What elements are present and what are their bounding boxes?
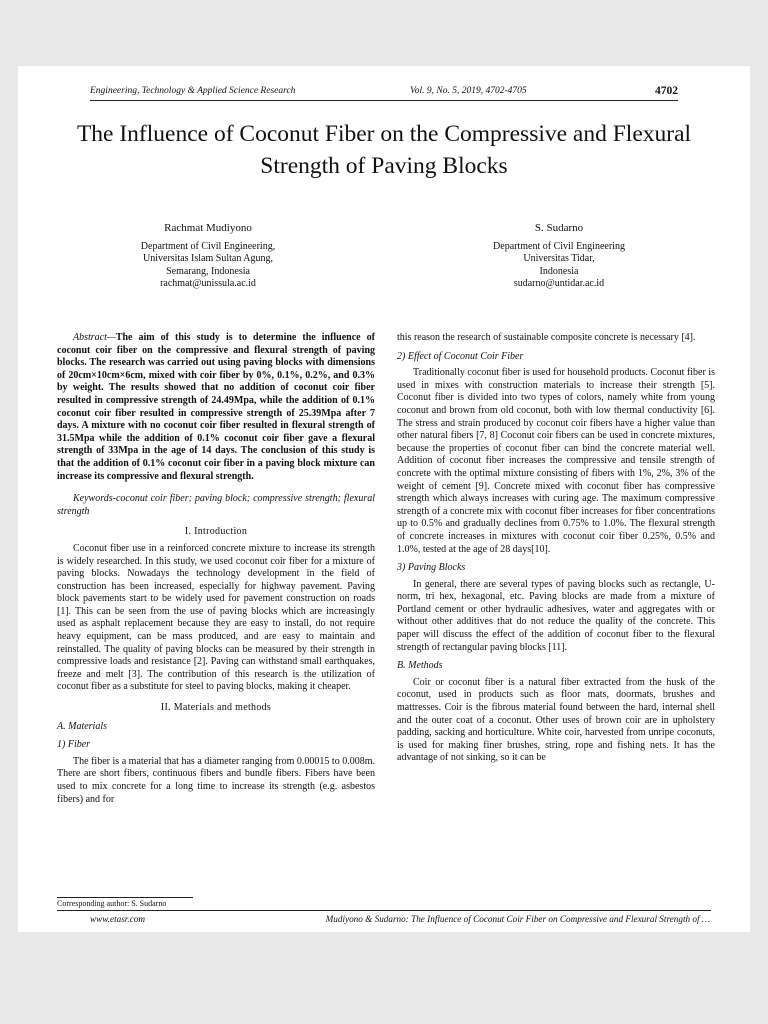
subsection-heading-fiber: 1) Fiber xyxy=(57,739,91,751)
footer-citation: Mudiyono & Sudarno: The Influence of Coconut Coir Fiber on Compressive and Flexural Strength of … xyxy=(325,914,710,924)
fiber-paragraph: The fiber is a material that has a diameter ranging from 0.00015 to 0.008m. There are short fibers, continuous fibers and bundle fibers. Fibers have been used to mix concrete for a long time to increase its strength (e.g. asbestos fibers) and for xyxy=(57,755,375,805)
subsection-heading-materials: A. Materials xyxy=(57,720,107,732)
right-column xyxy=(397,332,715,765)
subsection-heading-effect: 2) Effect of Coconut Coir Fiber xyxy=(397,350,524,362)
abstract-text: The aim of this study is to determine the influence of coconut coir fiber on the compressive and flexural strength of paving blocks. The research was carried out using paving blocks with dimensions of 20cm×10cm×6cm, mixed with coir fiber by 0%, 0.1%, 0.2%, and 0.3% by weight. The results showed that no addition of coconut coir fiber resulted in compressive strength of 24.49Mpa, while the addition of 0.1% coconut coir fiber resulted in compressive strength of 25.39Mpa after 7 days. A mixture with no coconut coir fiber resulted in flexural strength of 31.5Mpa while the addition of 0.1% coconut coir fiber gave a flexural strength of 33Mpa in the age of 14 days. The conclusion of this study is that the addition of 0.1% coconut coir fiber in a paving block mixture can increase its compressive and flexural strength. xyxy=(57,332,375,482)
author-name: Rachmat Mudiyono xyxy=(164,222,252,234)
paper-title: The Influence of Coconut Fiber on the Compressive and Flexural Strength of Paving Blocks xyxy=(76,121,692,179)
abstract-label: Abstract— xyxy=(73,332,116,343)
author-dept: Department of Civil Engineering, xyxy=(140,240,276,252)
journal-url[interactable]: www.etasr.com xyxy=(90,914,145,924)
author-email: rachmat@unissula.ac.id xyxy=(160,278,256,290)
author-dept: Department of Civil Engineering xyxy=(493,240,625,252)
footnote-rule xyxy=(57,897,193,898)
abstract xyxy=(57,332,375,483)
section-heading-introduction: I. Introduction xyxy=(184,526,248,538)
author-block-2 xyxy=(444,222,674,291)
corresponding-author-note: Corresponding author: S. Sudarno xyxy=(57,899,167,908)
fiber-paragraph-continued: this reason the research of sustainable composite concrete is necessary [4]. xyxy=(397,332,696,343)
author-univ: Universitas Islam Sultan Agung, xyxy=(143,253,273,265)
effect-paragraph: Traditionally coconut fiber is used for household products. Coconut fiber is used in mixes with construction materials to increase their strength [5]. Coconut fiber is divided into two types of colors, namely white from young coconut and brown from old coconut, both with low thermal conductivity [6]. The stress and strain produced by coconut coir fibers have a higher value than other natural fibers [7, 8] Coconut coir fibers can be used in concrete mixtures, because the properties of coconut fiber can bind the concrete material well. Addition of coconut fiber increases the compressive and tensile strength of concrete with the optimal mixture consisting of fibers with 1%, 2%, 3% of the weight of cement [9]. Concrete mixed with coconut fiber has compressive strength which always increases with curing age. The maximum compressive strength of a concrete mix with coconut fiber increases for fiber concentrations up to 0.5% and gradually declines from 0.75% to 1.0%. The flexural strength of concrete increases in mixtures with coconut coir fiber 0.25%, 0.5% and 1.0%, tested at the age of 28 days[10]. xyxy=(397,367,715,555)
volume-info: Vol. 9, No. 5, 2019, 4702-4705 xyxy=(410,86,527,96)
author-email: sudarno@untidar.ac.id xyxy=(513,278,605,290)
introduction-paragraph: Coconut fiber use in a reinforced concrete mixture to increase its strength is widely researched. In this study, we used coconut coir fiber for a mixture of paving blocks. Nowadays the technology development in the field of construction has been increased, especially for highway pavement. Paving block pavements start to be widely used for pavement construction on roads [1]. This can be seen from the use of paving blocks which are increasingly used as asphalt replacement because they are easy to install, do not require heavy equipment, can be mass produced, and are easy to maintain and reinstalled. The quality of paving blocks can be measured by their strength in compressive loads and resistance [2]. Paving can withstand small earthquakes, freeze and melt [3]. The contribution of this research is the utilization of coconut fiber as a substitute for steel to paving blocks, making it cheaper. xyxy=(57,542,375,693)
subsection-heading-paving: 3) Paving Blocks xyxy=(397,562,466,574)
page-number: 4702 xyxy=(655,85,678,97)
header-rule xyxy=(90,100,678,101)
author-name: S. Sudarno xyxy=(534,222,584,234)
footer-rule xyxy=(57,910,711,911)
left-column xyxy=(57,332,375,806)
journal-name: Engineering, Technology & Applied Science Research xyxy=(90,86,296,96)
author-city: Semarang, Indonesia xyxy=(166,265,250,277)
author-univ: Universitas Tidar, xyxy=(523,253,595,265)
author-block-1 xyxy=(93,222,323,291)
author-city: Indonesia xyxy=(539,265,579,277)
keywords: Keywords-coconut coir fiber; paving block; compressive strength; flexural strength xyxy=(57,493,375,517)
methods-paragraph: Coir or coconut fiber is a natural fiber extracted from the husk of the coconut, used in products such as floor mats, doormats, brushes and mattresses. Coir is the fibrous material found between the hard, internal shell and the outer coat of a coconut. Other uses of brown coir are in upholstery padding, sacking and horticulture. White coir, harvested from unripe coconuts, is used for making finer brushes, string, rope and fishing nets. It has the advantage of not sinking, so it can be xyxy=(397,676,715,764)
subsection-heading-methods: B. Methods xyxy=(397,660,443,672)
section-heading-methods: II. Materials and methods xyxy=(160,702,272,714)
paving-paragraph: In general, there are several types of paving blocks such as rectangle, U-norm, tri hex, hexagonal, etc. Paving blocks are made from a mixture of Portland cement or other hydraulic adhesives, water and aggregates with or without other additives that do not reduce the quality of the concrete. This paper will discuss the effect of the addition of coconut fiber to the flexural strength of rectangular paving blocks [11]. xyxy=(397,578,715,653)
